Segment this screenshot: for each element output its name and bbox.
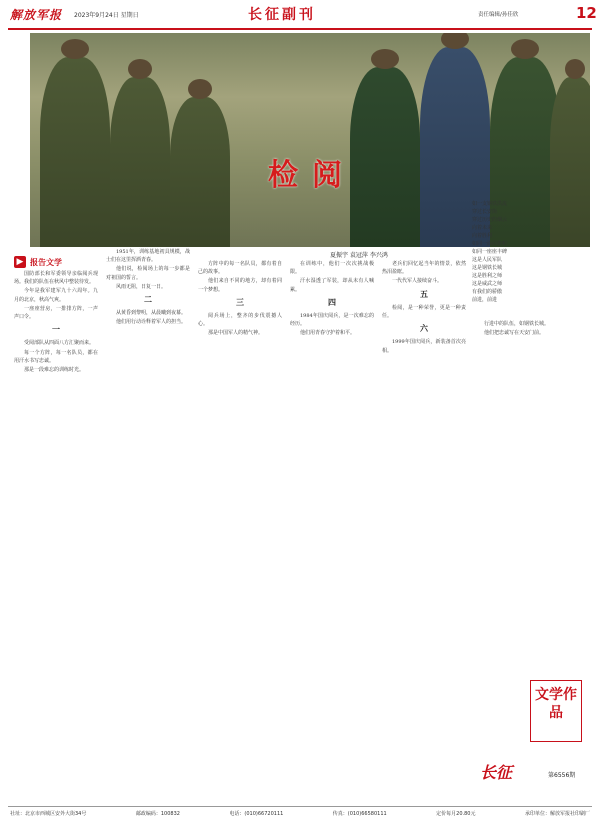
poem-column (472, 200, 592, 304)
footer-address: 社址：北京市西城区安外大街34号 (10, 811, 87, 817)
issue-number: 第6556期 (548, 772, 576, 779)
page-number: 12 (576, 4, 597, 22)
paragraph: 检阅，是一种荣誉，更是一种责任。 (382, 304, 466, 320)
article-column-5 (382, 260, 466, 790)
paragraph: 风雨无阻，日复一日。 (116, 283, 167, 290)
stamp-text: 文学作品 (535, 687, 577, 721)
paragraph: 那是中国军人的精气神。 (208, 330, 264, 337)
paragraph: 他们用青春守护着和平。 (300, 330, 356, 337)
footer-fax: 传真：(010)66580111 (332, 811, 387, 817)
soldier-figure (350, 67, 420, 247)
poem-line: 如一支钢铁洪流 (472, 201, 508, 207)
soldier-figure (170, 97, 230, 247)
masthead (0, 0, 600, 30)
article-column-6 (474, 320, 590, 700)
poem-line: 如同一面面旗帜 (472, 241, 508, 247)
section-heading: 四 (328, 297, 336, 307)
feature-headline: 检阅 (268, 158, 356, 193)
paragraph: 行进中的队伍，如钢铁长城。 (484, 321, 550, 327)
editor-info: 责任编辑/孙佳欣 (478, 12, 519, 18)
paper-logo: 解放军报 (10, 8, 63, 22)
paragraph: 他们说，检阅场上的每一步都是对祖国的誓言。 (106, 266, 190, 281)
paragraph: 在训练中，他们一次次挑战极限。 (290, 261, 374, 276)
footer-price: 定价每月20.80元 (436, 811, 476, 817)
section-title: 长征副刊 (248, 7, 316, 23)
section-heading: 一 (52, 325, 60, 335)
paragraph: 他们把忠诚写在天安门前。 (484, 330, 545, 337)
footer-divider (8, 806, 592, 807)
paragraph: 一代代军人接续奋斗。 (392, 278, 443, 285)
section-heading: 六 (420, 324, 428, 334)
paragraph: 汗水湿透了军装，却从未有人喊累。 (290, 278, 374, 293)
footer (10, 810, 590, 817)
section-heading: 二 (144, 295, 152, 305)
poem-line: 向着胜利 (472, 233, 493, 239)
paragraph: 一座座营房，一排排方阵，一声声口令。 (14, 305, 98, 321)
footer-printer: 承印单位：解放军报社印刷厂 (524, 811, 590, 817)
poem-line: 前进，前进 (472, 297, 498, 303)
paragraph: 1951年，训练基地初具规模，战士们在这里挥洒青春。 (106, 249, 190, 264)
article-column-2 (106, 248, 190, 778)
paragraph: 方阵中的每一名队员，都有着自己的故事。 (198, 261, 282, 276)
article-column-1 (14, 270, 98, 800)
poem-line: 这是胜利之师 (472, 273, 503, 279)
poem-line: 向着未来 (472, 225, 493, 231)
paragraph: 从黄昏到黎明，从晨曦到夜幕。 (116, 310, 187, 317)
header-divider (8, 28, 592, 30)
paragraph: 那是一段难忘的训练时光。 (24, 367, 85, 374)
footer-phone: 电话：(010)66720111 (229, 811, 284, 817)
soldier-figure (110, 77, 170, 247)
paragraph: 今年是我军建军九十六周年。九月的北京，秋高气爽。 (14, 288, 98, 303)
paragraph: 老兵们回忆起当年的情景，依然热泪盈眶。 (382, 261, 466, 276)
issue-date: 2023年9月24日 星期日 (74, 12, 139, 19)
article-column-4 (290, 260, 374, 790)
article-column-3 (198, 260, 282, 790)
paragraph: 他们来自不同的地方，却有着同一个梦想。 (198, 278, 282, 293)
footer-postal-code: 邮政编码：100832 (135, 811, 180, 817)
poem-line: 这是钢铁长城 (472, 265, 503, 271)
paragraph: 1999年国庆阅兵，新装备首次亮相。 (382, 339, 466, 354)
section-heading: 三 (236, 297, 244, 307)
report-label: 报告文学 (30, 257, 62, 267)
supplement-brand: 长征 (480, 763, 513, 782)
paragraph: 国防部长和军委领导亲临阅兵现场。我们的队伍在秋风中整装待发。 (14, 271, 98, 286)
paragraph: 受阅部队从四面八方汇聚而来。 (24, 340, 95, 347)
poem-line: 这是人民军队 (472, 257, 503, 263)
paragraph: 他们用行动诠释着军人的担当。 (116, 319, 187, 326)
paragraph: 阅兵场上，整齐的步伐震撼人心。 (198, 313, 282, 328)
soldier-figure (40, 57, 110, 247)
poem-line: 有我们的骄傲 (472, 289, 503, 295)
poem-line: 穿过历史的烟云 (472, 217, 508, 223)
play-icon: ▶ (14, 256, 26, 268)
paragraph: 1984年国庆阅兵，是一次难忘的经历。 (290, 313, 374, 328)
paragraph: 每一个方阵，每一名队员，都在用汗水书写忠诚。 (14, 349, 98, 364)
poem-line: 如同一座座丰碑 (472, 249, 508, 255)
feature-authors: 夏振宇 袁冠萍 李兴鸿 (330, 252, 388, 259)
section-heading: 五 (420, 289, 428, 299)
poem-line: 穿过长安街 (472, 209, 498, 215)
report-tag (14, 256, 62, 268)
poem-line: 这是威武之师 (472, 281, 503, 287)
